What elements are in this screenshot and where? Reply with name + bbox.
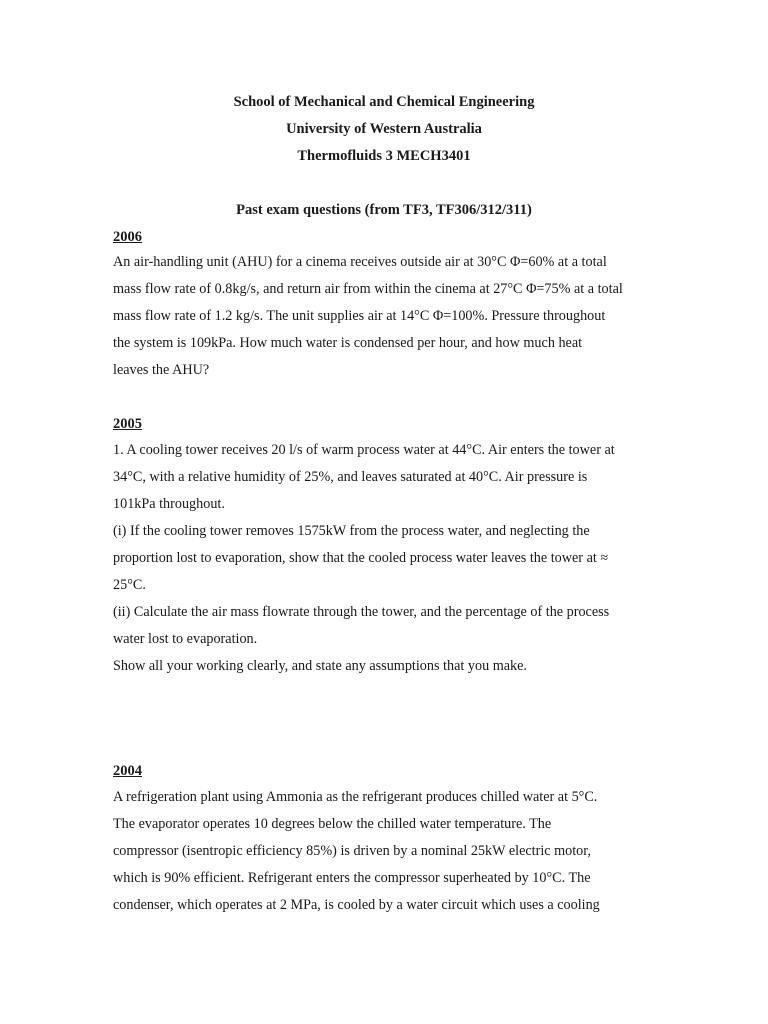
text-line: mass flow rate of 0.8kg/s, and return air from within the cinema at 27°C Φ=75% at a total [113, 281, 623, 297]
text-line: 34°C, with a relative humidity of 25%, and leaves saturated at 40°C. Air pressure is [113, 469, 588, 485]
text-line: The evaporator operates 10 degrees below the chilled water temperature. The [113, 816, 552, 832]
text-line: 101kPa throughout. [113, 496, 225, 512]
text-line: (ii) Calculate the air mass flowrate through the tower, and the percentage of the process [113, 604, 610, 620]
year-heading-2005: 2005 [113, 416, 142, 432]
question-2006 [113, 249, 661, 384]
text-line: proportion lost to evaporation, show that the cooled process water leaves the tower at ≈ [113, 550, 609, 566]
text-line: An air-handling unit (AHU) for a cinema receives outside air at 30°C Φ=60% at a total [113, 254, 607, 270]
course-title: Thermofluids 3 MECH3401 [297, 148, 471, 164]
text-line: mass flow rate of 1.2 kg/s. The unit supplies air at 14°C Φ=100%. Pressure throughout [113, 308, 606, 324]
text-line: compressor (isentropic efficiency 85%) is driven by a nominal 25kW electric motor, [113, 843, 591, 859]
university-title: University of Western Australia [286, 121, 482, 137]
year-heading-2006: 2006 [113, 229, 142, 245]
text-line: leaves the AHU? [113, 362, 210, 378]
text-line: 25°C. [113, 577, 146, 593]
school-title: School of Mechanical and Chemical Engineering [233, 94, 535, 110]
text-line: water lost to evaporation. [113, 631, 258, 647]
document-subtitle: Past exam questions (from TF3, TF306/312/311) [236, 202, 532, 218]
text-line: which is 90% efficient. Refrigerant enters the compressor superheated by 10°C. The [113, 870, 591, 886]
text-line: A refrigeration plant using Ammonia as the refrigerant produces chilled water at 5°C. [113, 789, 598, 805]
text-line: (i) If the cooling tower removes 1575kW from the process water, and neglecting the [113, 523, 590, 539]
question-2004 [113, 784, 661, 919]
year-heading-2004: 2004 [113, 763, 142, 779]
text-line: 1. A cooling tower receives 20 l/s of warm process water at 44°C. Air enters the tower at [113, 442, 615, 458]
text-line: Show all your working clearly, and state any assumptions that you make. [113, 658, 527, 674]
text-line: the system is 109kPa. How much water is condensed per hour, and how much heat [113, 335, 583, 351]
question-2005 [113, 437, 661, 680]
text-line: condenser, which operates at 2 MPa, is cooled by a water circuit which uses a cooling [113, 897, 600, 913]
